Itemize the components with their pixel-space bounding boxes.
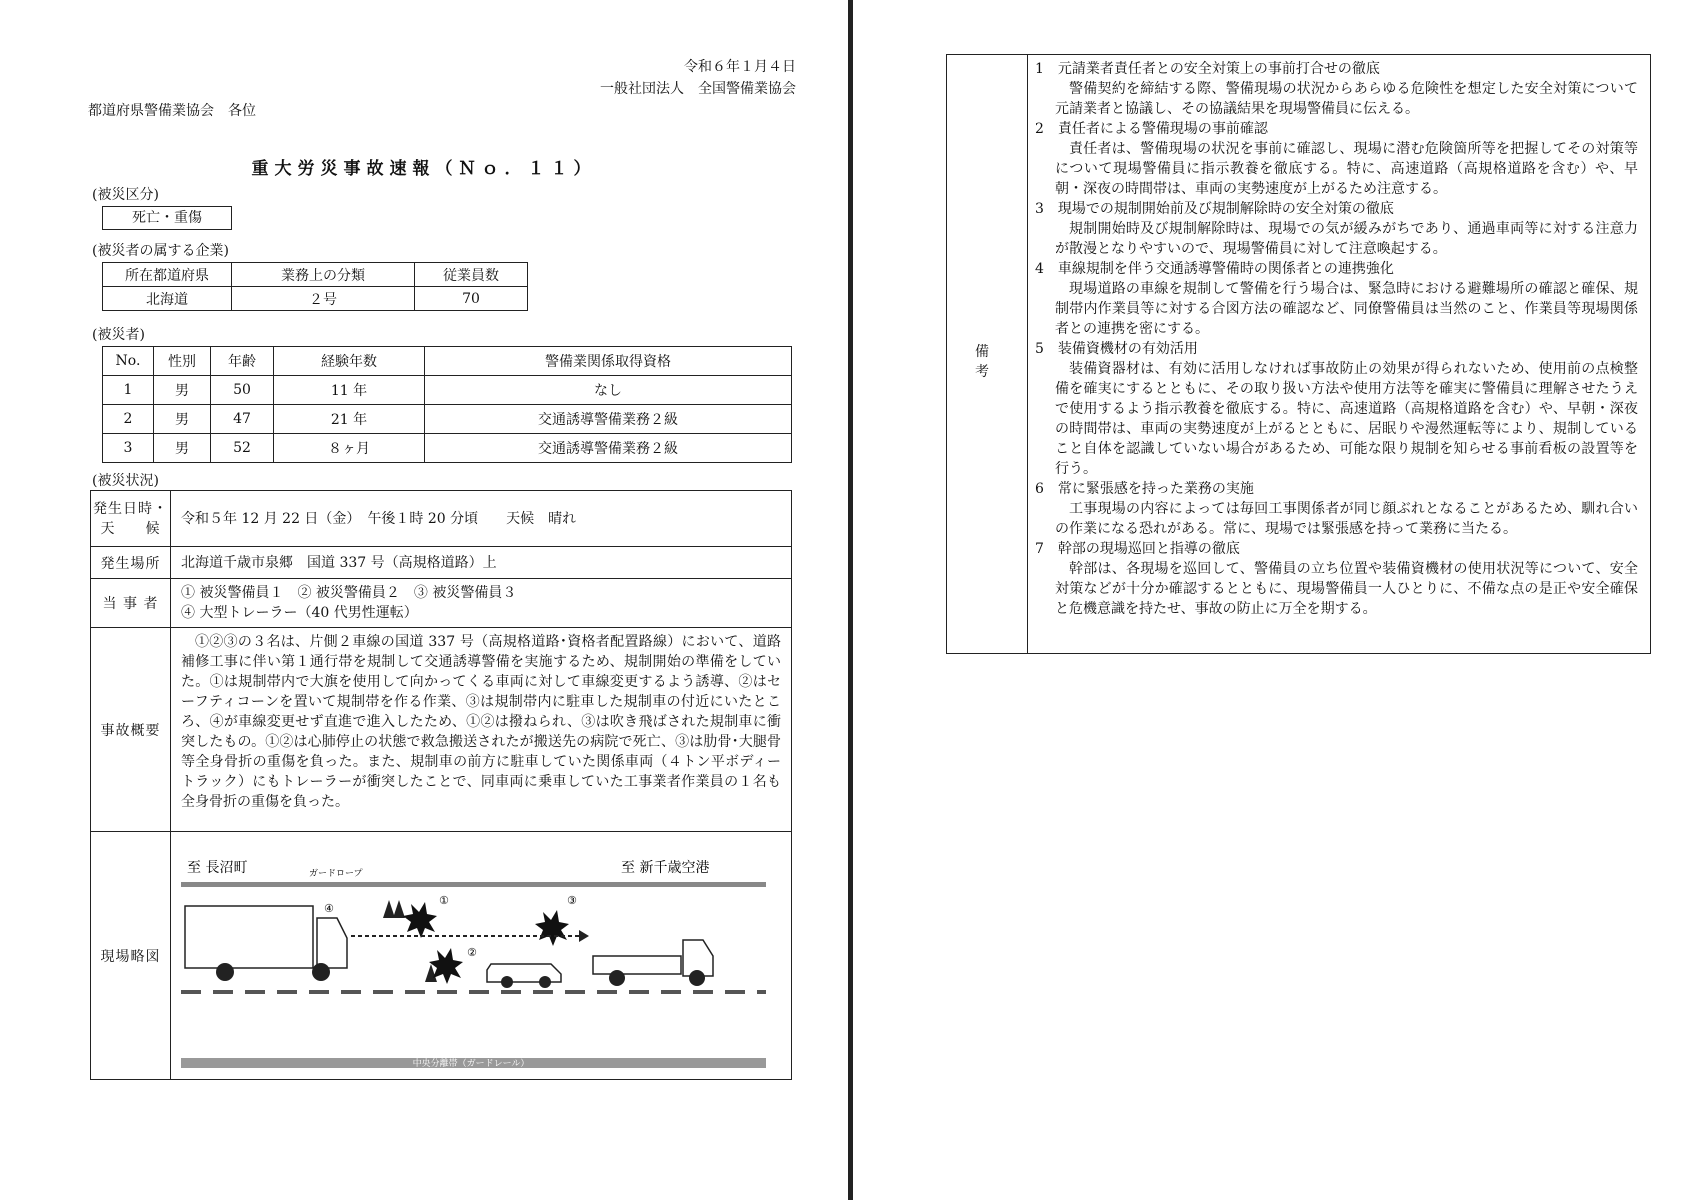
victim-no: 3 [103, 434, 154, 463]
left-page [0, 0, 848, 1200]
enterprise-col-employees: 従業員数 [415, 263, 528, 287]
parties-line-1: ① 被災警備員１ ② 被災警備員２ ③ 被災警備員３ [181, 585, 517, 601]
enterprise-col-pref: 所在都道府県 [103, 263, 232, 287]
site-diagram [171, 832, 791, 1078]
remark-text: 幹部は、各現場を巡回して、警備員の立ち位置や装備資機材の使用状況等について、安全対策などが十分か確認するとともに、現場警備員一人ひとりに、不備な点の是正や安全確保と危機意識を持たせ、事故の防止に万全を期する。 [1055, 561, 1638, 617]
summary-text: ①②③の３名は、片側２車線の国道 337 号（高規格道路･資格者配置路線）において、道路補修工事に伴い第１通行帯を規制して交通誘導警備を実施するため、規制開始の準備をしていた。①は規制帯内で大旗を使用して向かってくる車両に対して車線変更するよう誘導、②はセーフティコーンを置いて規制帯を作る作業、③は規制帯内に駐車した規制車の付近にいたところ、④が車線変更せず直進で進入したため、①②は撥ねられ、③は吹き飛ばされた規制車に衝突したもの。①②は心肺停止の状態で救急搬送されたが搬送先の病院で死亡、③は肋骨･大腿骨等全身骨折の重傷を負った。また、規制車の前方に駐車していた関係車両（４トン平ボディートラック）にもトレーラーが衝突したことで、同車両に乗車していた工事業者作業員の１名も全身骨折の重傷を負った。 [181, 634, 781, 810]
remark-text: 工事現場の内容によっては毎回工事関係者が同じ顔ぶれとなることがあるため、馴れ合いの作業になる恐れがある。常に、現場では緊張感を持って業務に当たる。 [1055, 501, 1638, 537]
issue-date: 令和６年１月４日 [684, 59, 796, 75]
table-row [103, 376, 792, 405]
remark-text: 責任者は、警備現場の状況を事前に確認し、現場に潜む危険箇所等を把握してその対策等について現場警備員に指示教養を徹底する。特に、高速道路（高規格道路を含む）や、早朝・深夜の時間帯は、車両の実勢速度が上がるため注意する。 [1055, 141, 1638, 197]
remark-heading: 6 常に緊張感を持った業務の実施 [1035, 481, 1254, 497]
remarks-body [1035, 59, 1638, 619]
parties-line-2: ④ 大型トレーラー（40 代男性運転） [181, 605, 418, 621]
marker-3: ③ [567, 894, 577, 907]
enterprise-table [102, 262, 528, 311]
victim-exp: ８ヶ月 [274, 434, 425, 463]
victim-qual: 交通誘導警備業務２級 [425, 405, 792, 434]
parties-label: 当 事 者 [91, 579, 171, 628]
issuer-org: 一般社団法人 全国警備業協会 [600, 81, 796, 97]
marker-1: ① [439, 894, 449, 907]
guard-rope-label: ガードロープ [309, 869, 363, 879]
remark-heading: 4 車線規制を伴う交通誘導警備時の関係者との連携強化 [1035, 261, 1394, 277]
list-item [1035, 59, 1638, 119]
victim-qual: なし [425, 376, 792, 405]
median-label: 中央分離帯（ガードレール） [412, 1059, 530, 1069]
situation-heading: (被災状況) [92, 473, 159, 489]
victim-exp: 11 年 [274, 376, 425, 405]
place-value: 北海道千歳市泉郷 国道 337 号（高規格道路）上 [171, 547, 792, 579]
victim-age: 50 [211, 376, 274, 405]
remark-heading: 2 責任者による警備現場の事前確認 [1035, 121, 1268, 137]
left-destination: 至 長沼町 [187, 860, 248, 876]
victims-col-age: 年齢 [211, 347, 274, 376]
flatbed-truck-icon [593, 940, 713, 986]
place-label: 発生場所 [91, 547, 171, 579]
victim-age: 52 [211, 434, 274, 463]
table-row [103, 434, 792, 463]
list-item [1035, 479, 1638, 539]
regulation-car-icon [487, 964, 561, 988]
victim-sex: 男 [154, 434, 211, 463]
enterprise-class: ２号 [232, 287, 415, 311]
list-item [1035, 339, 1638, 479]
enterprise-col-class: 業務上の分類 [232, 263, 415, 287]
remarks-box [946, 54, 1651, 654]
victims-col-sex: 性別 [154, 347, 211, 376]
list-item [1035, 539, 1638, 619]
datetime-label: 発生日時・ 天 候 [91, 491, 171, 547]
trailer-icon [185, 906, 347, 981]
page-divider [848, 0, 853, 1200]
summary-label: 事故概要 [91, 628, 171, 832]
page-title: 重大労災事故速報（Ｎｏ．１１） [251, 159, 597, 179]
situation-table [90, 490, 792, 1080]
remarks-label-cell [947, 55, 1028, 653]
right-destination: 至 新千歳空港 [621, 860, 710, 876]
remark-text: 規制開始時及び規制解除時は、現場での気が緩みがちであり、通過車両等に対する注意力が散漫となりやすいので、現場警備員に対して注意喚起する。 [1055, 221, 1638, 257]
list-item [1035, 119, 1638, 199]
remark-heading: 7 幹部の現場巡回と指導の徹底 [1035, 541, 1240, 557]
datetime-value: 令和５年 12 月 22 日（金） 午後１時 20 分頃 天候 晴れ [171, 491, 792, 547]
remarks-label: 備考 [975, 344, 1011, 380]
enterprise-pref: 北海道 [103, 287, 232, 311]
victims-table [102, 346, 792, 463]
victim-exp: 21 年 [274, 405, 425, 434]
category-value: 死亡・重傷 [102, 206, 232, 230]
guard-rope [181, 882, 766, 887]
remark-text: 警備契約を締結する際、警備現場の状況からあらゆる危険性を想定した安全対策について元請業者と協議し、その協議結果を現場警備員に伝える。 [1055, 81, 1638, 117]
list-item [1035, 199, 1638, 259]
category-heading: (被災区分) [92, 187, 159, 203]
victim-no: 2 [103, 405, 154, 434]
remark-heading: 1 元請業者責任者との安全対策上の事前打合せの徹底 [1035, 61, 1380, 77]
addressee: 都道府県警備業協会 各位 [88, 103, 256, 119]
victims-col-qual: 警備業関係取得資格 [425, 347, 792, 376]
remark-heading: 3 現場での規制開始前及び規制解除時の安全対策の徹底 [1035, 201, 1394, 217]
victim-age: 47 [211, 405, 274, 434]
marker-2: ② [467, 946, 477, 959]
marker-4: ④ [324, 902, 334, 915]
victims-col-exp: 経験年数 [274, 347, 425, 376]
victims-heading: (被災者) [92, 327, 145, 343]
map-label: 現場略図 [91, 832, 171, 1080]
table-row [103, 405, 792, 434]
remark-text: 装備資器材は、有効に活用しなければ事故防止の効果が得られないため、使用前の点検整備を確実にするとともに、その取り扱い方法や使用方法等を確実に警備員に理解させたうえで使用するよう指示教養を徹底する。特に、高速道路（高規格道路を含む）や、早朝・深夜の時間帯は、車両の実勢速度が上がるとともに、居眠りや漫然運転等により、規制していること自体を認識していない場合があるため、可能な限り規制を知らせる事前看板の設置等を行う。 [1055, 361, 1638, 477]
victim-sex: 男 [154, 405, 211, 434]
victim-no: 1 [103, 376, 154, 405]
enterprise-heading: (被災者の属する企業) [92, 243, 229, 259]
victim-sex: 男 [154, 376, 211, 405]
victim-qual: 交通誘導警備業務２級 [425, 434, 792, 463]
victims-col-no: No. [103, 347, 154, 376]
cone-icon [383, 900, 437, 982]
remark-text: 現場道路の車線を規制して警備を行う場合は、緊急時における避難場所の確認と確保、規制帯内作業員等に対する合図方法の確認など、同僚警備員は当然のこと、作業員等現場関係者との連携を密にする。 [1055, 281, 1638, 337]
enterprise-employees: 70 [415, 287, 528, 311]
list-item [1035, 259, 1638, 339]
remark-heading: 5 装備資機材の有効活用 [1035, 341, 1198, 357]
